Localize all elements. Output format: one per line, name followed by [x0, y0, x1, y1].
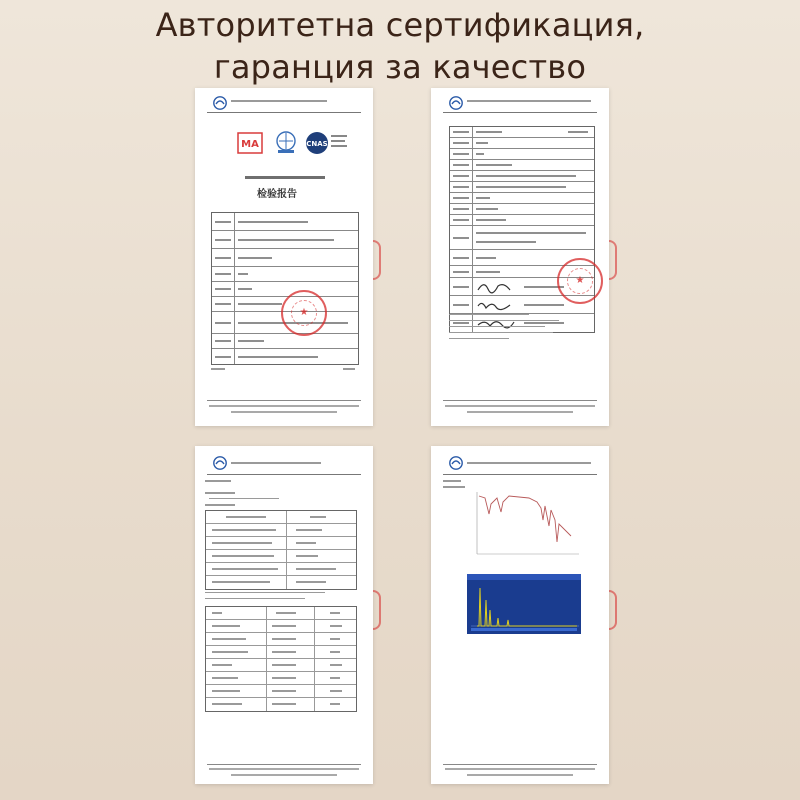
method-text	[205, 592, 325, 593]
header-rule	[207, 474, 361, 475]
page-heading	[0, 4, 800, 88]
lab-logo-icon	[213, 96, 227, 110]
ma-badge-icon	[237, 132, 263, 154]
method-text	[205, 598, 305, 599]
section-label	[205, 492, 235, 494]
footer-address	[209, 768, 359, 770]
ir-spectrum-chart	[471, 490, 581, 558]
lab-logo-icon	[449, 456, 463, 470]
header-text	[467, 462, 591, 464]
heading-line-1: Авторитетна сертификация,	[155, 6, 645, 44]
cnas-badge-icon	[305, 130, 349, 156]
overlap-seal-mark	[609, 240, 617, 280]
footer-rule	[443, 764, 597, 765]
footer-contact	[467, 411, 573, 413]
cnas-badge-text: CNAS	[306, 140, 328, 148]
header-rule	[443, 474, 597, 475]
footer-mark-left	[211, 368, 225, 370]
signature-3-icon	[476, 316, 516, 330]
note-line	[449, 332, 553, 333]
lab-name-line	[245, 176, 325, 179]
header-rule	[207, 112, 361, 113]
section-label	[205, 504, 235, 506]
footer-address	[209, 405, 359, 407]
section-label	[205, 480, 231, 482]
heading-line-2: гаранция за качество	[213, 48, 587, 86]
footer-contact	[231, 411, 337, 413]
note-line	[449, 320, 559, 321]
composition-table	[205, 606, 357, 712]
official-seal-icon: ★	[557, 258, 603, 304]
footer-rule	[443, 400, 597, 401]
section-text	[209, 498, 279, 499]
signature-2-icon	[476, 298, 516, 312]
footer-address	[445, 768, 595, 770]
header-rule	[443, 112, 597, 113]
note-line	[449, 326, 545, 327]
header-text	[467, 100, 591, 102]
test-report-cover-page	[195, 88, 373, 426]
test-report-details-page	[431, 88, 609, 426]
lab-logo-icon	[449, 96, 463, 110]
test-items-table	[205, 510, 357, 590]
section-label	[443, 480, 461, 482]
report-title: 检验报告	[257, 189, 297, 200]
test-results-tables-page	[195, 446, 373, 784]
xrf-spectrum-chart	[467, 574, 581, 634]
header-text	[231, 100, 327, 102]
official-seal-icon: ★	[281, 290, 327, 336]
ma-badge-text: MA	[241, 139, 259, 150]
footer-contact	[467, 774, 573, 776]
ilac-badge-icon	[275, 130, 297, 154]
overlap-seal-mark	[373, 240, 381, 280]
overlap-seal-mark	[373, 590, 381, 630]
overlap-seal-mark	[609, 590, 617, 630]
spectrum-charts-page	[431, 446, 609, 784]
footer-contact	[231, 774, 337, 776]
note-line	[449, 314, 529, 315]
header-text	[231, 462, 321, 464]
lab-logo-icon	[213, 456, 227, 470]
footer-address	[445, 405, 595, 407]
signature-1-icon	[476, 280, 516, 294]
report-info-table	[211, 212, 359, 365]
footer-mark-right	[343, 368, 355, 370]
section-label	[443, 486, 465, 488]
note-line	[449, 338, 509, 339]
footer-rule	[207, 764, 361, 765]
footer-rule	[207, 400, 361, 401]
